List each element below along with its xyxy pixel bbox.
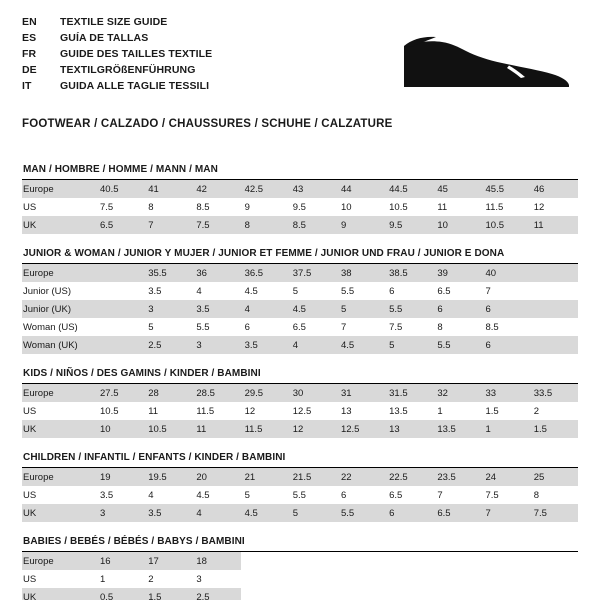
cell: 7.5 <box>530 504 578 522</box>
language-row <box>22 30 212 46</box>
cell: 30 <box>289 384 337 402</box>
language-title: GUÍA DE TALLAS <box>60 31 149 44</box>
table-row <box>22 486 578 504</box>
cell: 13.5 <box>389 405 408 417</box>
cell: 2.5 <box>192 588 240 600</box>
cell: 25 <box>530 468 578 486</box>
table-row <box>22 570 578 588</box>
cell: 16 <box>96 552 144 570</box>
cell-empty <box>337 588 385 600</box>
cell <box>96 336 144 354</box>
cell <box>96 264 144 282</box>
cell-empty <box>241 588 289 600</box>
cell: 8 <box>148 201 154 213</box>
cell: 1 <box>482 420 530 438</box>
cell: 11 <box>148 405 159 417</box>
cell: 3.5 <box>241 336 289 354</box>
row-label: Woman (UK) <box>22 336 96 354</box>
cell: 9 <box>244 201 250 213</box>
cell: 6 <box>389 285 395 297</box>
cell <box>530 282 578 300</box>
cell: 5.5 <box>340 285 355 297</box>
cell: 5.5 <box>196 321 210 333</box>
cell: 44 <box>337 180 385 198</box>
cell: 3.5 <box>192 300 240 318</box>
section-children <box>22 452 578 522</box>
language-code: IT <box>22 79 32 92</box>
section-title: BABIES / BEBÉS / BÉBÉS / BABYS / BAMBINI <box>22 536 578 552</box>
row-label: UK <box>22 216 96 234</box>
cell: 33.5 <box>530 384 578 402</box>
cell: 40 <box>482 264 530 282</box>
row-label: Junior (US) <box>23 285 72 297</box>
language-title: TEXTILE SIZE GUIDE <box>60 15 168 28</box>
size-table <box>22 264 578 354</box>
cell: 4 <box>289 336 337 354</box>
table-row <box>22 420 578 438</box>
cell: 4.5 <box>244 285 258 297</box>
table-row <box>22 336 578 354</box>
cell: 21 <box>241 468 289 486</box>
cell: 1.5 <box>530 420 578 438</box>
cell: 5.5 <box>385 300 433 318</box>
row-label: Europe <box>22 552 96 570</box>
cell: 5.5 <box>292 489 306 501</box>
cell: 3 <box>144 300 192 318</box>
cell: 1.5 <box>485 405 499 417</box>
cell: 7 <box>340 321 347 333</box>
cell: 11 <box>437 201 448 213</box>
cell: 23.5 <box>433 468 481 486</box>
cell: 5 <box>292 285 299 297</box>
cell: 6 <box>385 504 433 522</box>
cell: 7.5 <box>485 489 499 501</box>
cell: 5 <box>337 300 385 318</box>
cell: 38.5 <box>385 264 433 282</box>
language-code: EN <box>22 15 37 28</box>
section-man <box>22 164 578 234</box>
cell-empty <box>530 588 578 600</box>
cell: 10.5 <box>482 216 530 234</box>
cell <box>530 318 578 336</box>
row-label: US <box>23 201 37 213</box>
cell: 5 <box>385 336 433 354</box>
cell: 2 <box>533 405 539 417</box>
cell: 10.5 <box>100 405 119 417</box>
cell: 4.5 <box>337 336 385 354</box>
cell: 42 <box>192 180 240 198</box>
cell: 19.5 <box>144 468 192 486</box>
cell: 7.5 <box>100 201 114 213</box>
cell: 12.5 <box>337 420 385 438</box>
cell: 28 <box>144 384 192 402</box>
dress-shoe-icon <box>396 24 576 94</box>
row-label: US <box>23 573 37 585</box>
cell: 27.5 <box>96 384 144 402</box>
table-row <box>22 318 578 336</box>
cell-empty <box>289 570 337 588</box>
cell-empty <box>385 588 433 600</box>
language-row <box>22 78 212 94</box>
cell: 12 <box>289 420 337 438</box>
cell: 4.5 <box>289 300 337 318</box>
section-title: MAN / HOMBRE / HOMME / MANN / MAN <box>22 164 578 180</box>
cell: 7 <box>144 216 192 234</box>
cell: 11 <box>192 420 240 438</box>
cell: 6 <box>340 489 347 501</box>
table-row <box>22 504 578 522</box>
cell-empty <box>241 570 289 588</box>
cell: 12 <box>533 201 545 213</box>
section-junior-woman <box>22 248 578 354</box>
row-label: Europe <box>22 384 96 402</box>
table-row <box>22 282 578 300</box>
cell: 5 <box>244 489 250 501</box>
cell: 3 <box>192 336 240 354</box>
table-row <box>22 468 578 486</box>
cell: 11.5 <box>196 405 215 417</box>
row-label: Europe <box>22 264 96 282</box>
cell: 33 <box>482 384 530 402</box>
cell: 40.5 <box>96 180 144 198</box>
cell <box>96 300 144 318</box>
cell: 13 <box>340 405 352 417</box>
cell: 41 <box>144 180 192 198</box>
row-label: Europe <box>22 180 96 198</box>
cell: 11.5 <box>485 201 504 213</box>
language-row <box>22 14 212 30</box>
cell: 8.5 <box>485 321 499 333</box>
cell: 6 <box>244 321 250 333</box>
cell: 45 <box>433 180 481 198</box>
language-code: FR <box>22 47 37 60</box>
cell: 42.5 <box>241 180 289 198</box>
table-row <box>22 300 578 318</box>
language-code: ES <box>22 31 37 44</box>
size-table <box>22 180 578 234</box>
cell: 3.5 <box>144 504 192 522</box>
cell: 10 <box>96 420 144 438</box>
cell: 28.5 <box>192 384 240 402</box>
language-title: GUIDE DES TAILLES TEXTILE <box>60 47 213 60</box>
table-row <box>22 198 578 216</box>
section-babies <box>22 536 578 600</box>
cell: 8.5 <box>196 201 210 213</box>
cell: 1 <box>100 573 106 585</box>
cell: 4.5 <box>196 489 210 501</box>
cell: 5.5 <box>433 336 481 354</box>
size-table <box>22 468 578 522</box>
cell-empty <box>482 552 530 570</box>
cell: 10.5 <box>144 420 192 438</box>
cell <box>96 282 144 300</box>
cell: 3.5 <box>148 285 162 297</box>
table-row <box>22 588 578 600</box>
cell <box>530 264 578 282</box>
cell: 20 <box>192 468 240 486</box>
size-table <box>22 384 578 438</box>
cell: 11.5 <box>241 420 289 438</box>
cell: 22.5 <box>385 468 433 486</box>
section-title: JUNIOR & WOMAN / JUNIOR Y MUJER / JUNIOR ET FEMME / JUNIOR UND FRAU / JUNIOR E DONA <box>22 248 578 264</box>
cell: 7.5 <box>389 321 403 333</box>
cell: 7 <box>482 504 530 522</box>
cell: 10 <box>433 216 481 234</box>
cell: 8.5 <box>289 216 337 234</box>
cell: 13 <box>385 420 433 438</box>
cell: 22 <box>337 468 385 486</box>
cell-empty <box>337 570 385 588</box>
cell <box>530 300 578 318</box>
table-row <box>22 402 578 420</box>
section-kids <box>22 368 578 438</box>
cell: 13.5 <box>433 420 481 438</box>
cell-empty <box>530 570 578 588</box>
cell-empty <box>433 588 481 600</box>
language-title-list <box>22 14 212 94</box>
cell: 2 <box>148 573 154 585</box>
table-row <box>22 264 578 282</box>
cell: 6.5 <box>437 285 451 297</box>
cell: 10.5 <box>389 201 408 213</box>
cell <box>96 318 144 336</box>
cell: 35.5 <box>144 264 192 282</box>
cell: 12 <box>244 405 256 417</box>
cell: 19 <box>96 468 144 486</box>
cell: 7.5 <box>192 216 240 234</box>
cell: 43 <box>289 180 337 198</box>
cell: 36 <box>192 264 240 282</box>
section-title: CHILDREN / INFANTIL / ENFANTS / KINDER / BAMBINI <box>22 452 578 468</box>
footwear-banner: FOOTWEAR / CALZADO / CHAUSSURES / SCHUHE / CALZATURE <box>22 118 393 130</box>
cell: 8 <box>241 216 289 234</box>
cell: 10 <box>340 201 352 213</box>
size-sections <box>0 164 600 600</box>
size-table <box>22 552 578 600</box>
cell: 31.5 <box>385 384 433 402</box>
cell: 5.5 <box>337 504 385 522</box>
cell: 6.5 <box>433 504 481 522</box>
cell: 21.5 <box>289 468 337 486</box>
cell: 5 <box>289 504 337 522</box>
page-header <box>0 0 600 112</box>
cell-empty <box>482 570 530 588</box>
cell: 6.5 <box>292 321 306 333</box>
cell: 6.5 <box>389 489 403 501</box>
cell: 17 <box>144 552 192 570</box>
cell: 4 <box>192 504 240 522</box>
section-title: KIDS / NIÑOS / DES GAMINS / KINDER / BAMBINI <box>22 368 578 384</box>
cell: 9.5 <box>385 216 433 234</box>
cell: 11 <box>530 216 578 234</box>
cell-empty <box>337 552 385 570</box>
cell: 3 <box>96 504 144 522</box>
language-title: GUIDA ALLE TAGLIE TESSILI <box>60 79 210 92</box>
table-row <box>22 384 578 402</box>
cell: 3.5 <box>100 489 114 501</box>
cell-empty <box>482 588 530 600</box>
table-row <box>22 552 578 570</box>
row-label: UK <box>22 588 96 600</box>
cell-empty <box>385 552 433 570</box>
cell: 39 <box>433 264 481 282</box>
row-label: US <box>23 489 37 501</box>
cell-empty <box>241 552 289 570</box>
cell: 12.5 <box>292 405 312 417</box>
cell: 44.5 <box>385 180 433 198</box>
cell: 3 <box>196 573 202 585</box>
cell: 1.5 <box>144 588 192 600</box>
cell: 32 <box>433 384 481 402</box>
cell-empty <box>433 552 481 570</box>
cell: 2.5 <box>144 336 192 354</box>
cell: 29.5 <box>241 384 289 402</box>
cell-empty <box>433 570 481 588</box>
cell: 8 <box>533 489 539 501</box>
row-label: Junior (UK) <box>22 300 96 318</box>
cell: 6 <box>482 300 530 318</box>
cell: 46 <box>530 180 578 198</box>
cell: 4 <box>241 300 289 318</box>
row-label: UK <box>22 420 96 438</box>
cell: 7 <box>485 285 491 297</box>
cell: 36.5 <box>241 264 289 282</box>
cell-empty <box>385 570 433 588</box>
table-row <box>22 216 578 234</box>
language-code: DE <box>22 63 37 76</box>
row-label: US <box>23 405 37 417</box>
cell: 4.5 <box>241 504 289 522</box>
cell: 24 <box>482 468 530 486</box>
row-label: Woman (US) <box>23 321 78 333</box>
cell: 45.5 <box>482 180 530 198</box>
cell: 6 <box>482 336 530 354</box>
cell: 37.5 <box>289 264 337 282</box>
cell: 9 <box>337 216 385 234</box>
cell: 0.5 <box>96 588 144 600</box>
cell <box>530 336 578 354</box>
language-row <box>22 46 212 62</box>
cell: 4 <box>148 489 154 501</box>
row-label: Europe <box>22 468 96 486</box>
cell: 6 <box>433 300 481 318</box>
cell: 6.5 <box>96 216 144 234</box>
cell: 4 <box>196 285 202 297</box>
cell: 7 <box>437 489 443 501</box>
cell: 18 <box>192 552 240 570</box>
cell: 8 <box>437 321 443 333</box>
cell-empty <box>289 588 337 600</box>
language-title: TEXTILGRÖßENFÜHRUNG <box>60 63 196 76</box>
cell: 38 <box>337 264 385 282</box>
row-label: UK <box>22 504 96 522</box>
cell: 31 <box>337 384 385 402</box>
table-row <box>22 180 578 198</box>
language-row <box>22 62 212 78</box>
cell-empty <box>530 552 578 570</box>
cell-empty <box>289 552 337 570</box>
cell: 1 <box>437 405 443 417</box>
cell: 5 <box>148 321 154 333</box>
cell: 9.5 <box>292 201 306 213</box>
